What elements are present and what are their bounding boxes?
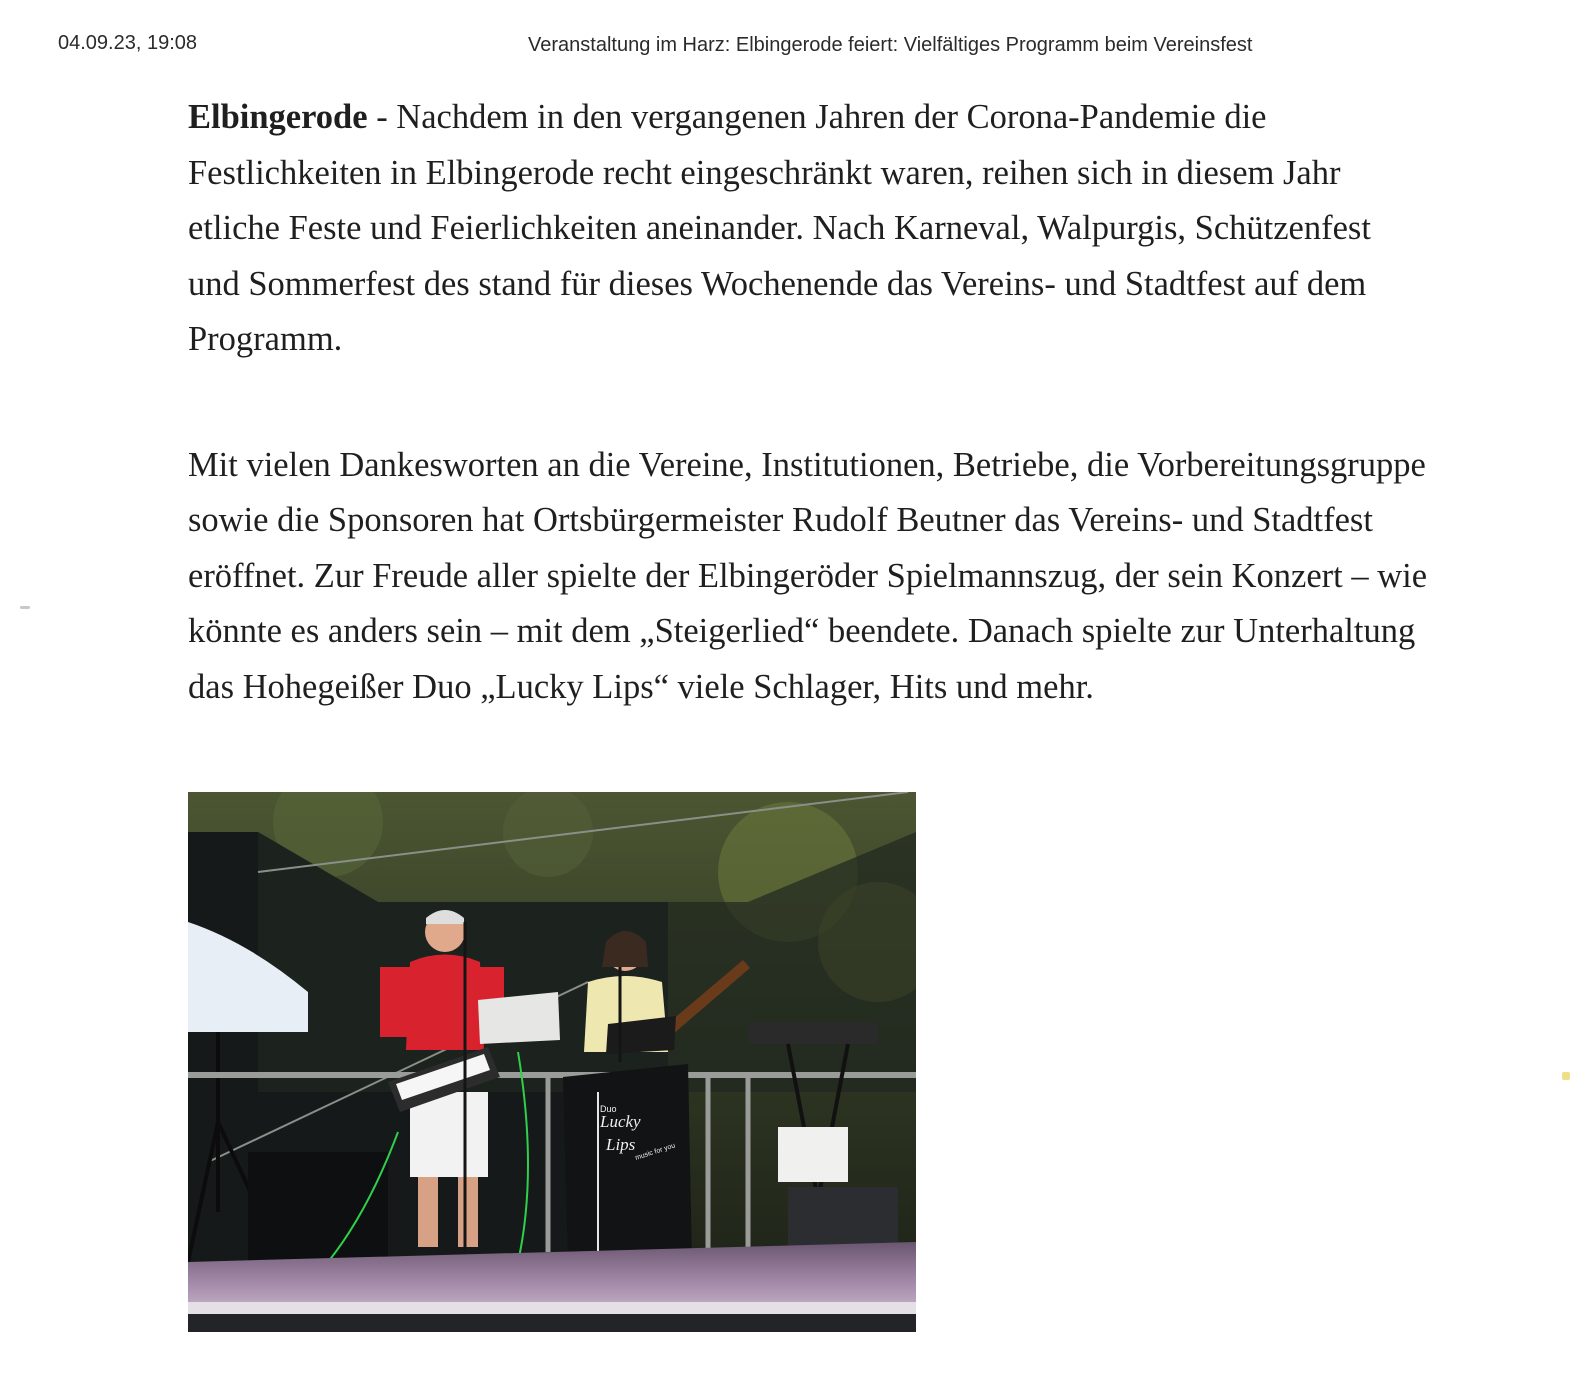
article-paragraph-2: Mit vielen Dankesworten an die Vereine, Institutionen, Betriebe, die Vorbereitungsgruppe sowie die Sponsoren hat Ortsbürgermeister Rudolf Beutner das Vereins- und Stadtfest eröffnet. Zur Freude aller spielte der Elbingeröder Spielmannszug, der sein Konzert – wie könnte es anders sein – mit dem „Steigerlied“ beendete. Danach spielte zur Unterhaltung das Hohegeißer Duo „Lucky Lips“ viele Schlager, Hits und mehr.: [188, 445, 1428, 706]
scan-speck: [20, 606, 30, 609]
print-datetime: 04.09.23, 19:08: [58, 32, 198, 54]
article-paragraph-1-text: - Nachdem in den vergangenen Jahren der Corona-Pandemie die Festlichkeiten in Elbingerode recht eingeschränkt waren, reihen sich in diesem Jahr etliche Feste und Feierlichkeiten aneinander. Nach Karneval, Walpurgis, Schützenfest und Sommerfest des stand für dieses Wochenende das Vereins- und Stadtfest auf dem Programm.: [188, 98, 1371, 358]
musician-man-shorts: [410, 1092, 488, 1177]
podium: [563, 1064, 692, 1262]
print-header: [58, 32, 1548, 60]
article-photo: [188, 792, 916, 1332]
laptop-left: [478, 992, 560, 1044]
storage-box: [788, 1187, 898, 1247]
scan-speck: [1562, 1072, 1570, 1080]
concert-photo-illustration: [188, 792, 916, 1332]
podium-text-small: Duo: [600, 1104, 617, 1114]
article-paragraph-1: [188, 90, 1428, 368]
right-keyboard: [748, 1022, 878, 1044]
paper-stack: [778, 1127, 848, 1182]
podium-text-tagline: music for you: [634, 1142, 677, 1162]
article-body: [188, 90, 1428, 715]
podium-text-line2: Lips: [606, 1135, 636, 1154]
stage-railing: [188, 1072, 916, 1078]
print-page-title: Veranstaltung im Harz: Elbingerode feiert: Vielfältiges Programm beim Vereinsfest: [528, 34, 1253, 56]
podium-text-line1: Lucky: [600, 1112, 641, 1131]
musician-man-red-shirt: [406, 955, 484, 1051]
article-dateline: Elbingerode: [188, 98, 368, 136]
